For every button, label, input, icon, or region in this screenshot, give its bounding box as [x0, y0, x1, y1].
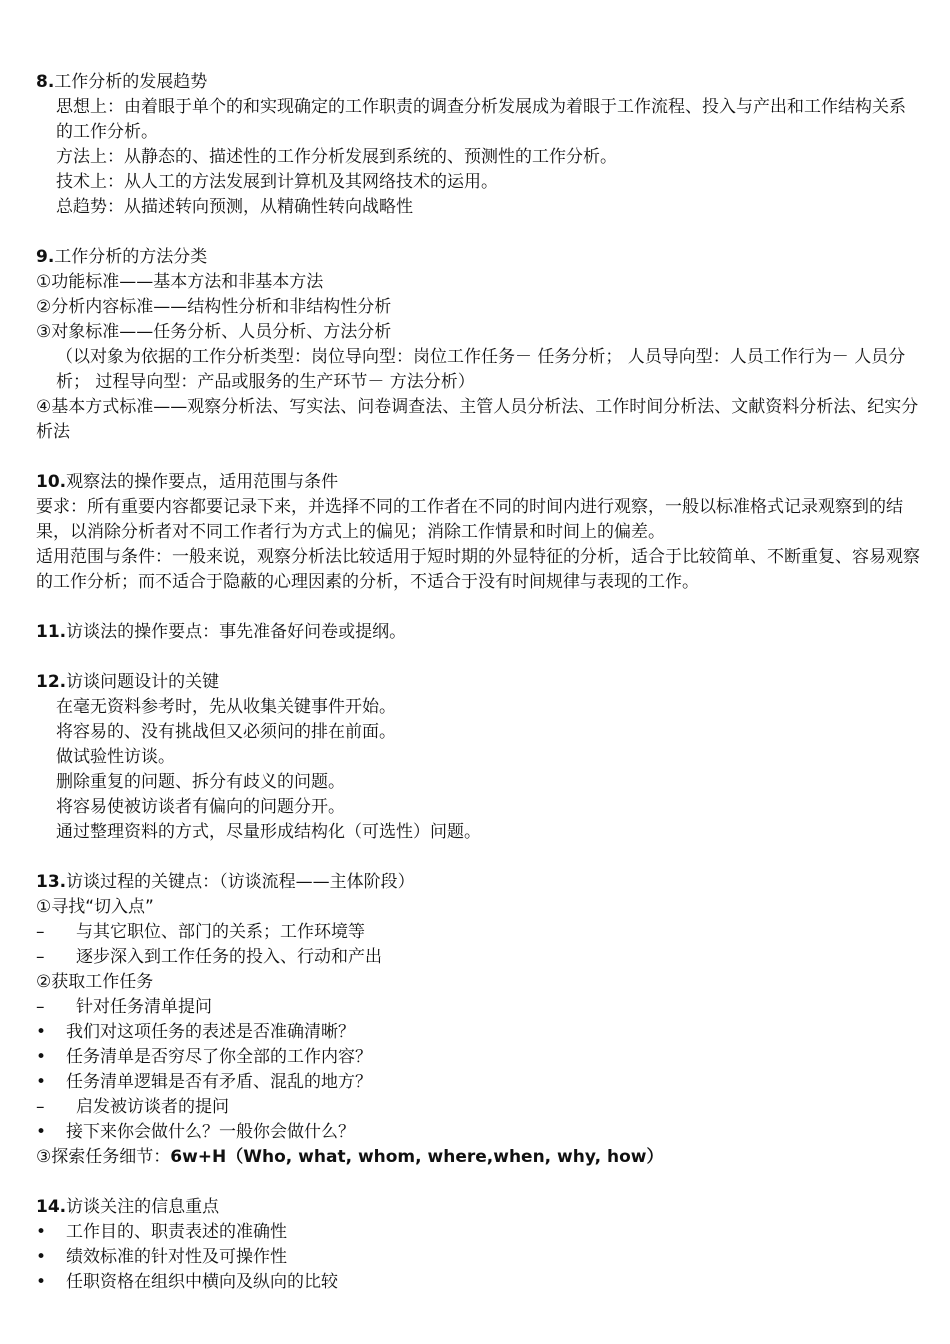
bullet-item	[36, 1020, 920, 1045]
bullet-item	[36, 1120, 920, 1145]
section-title: 访谈关注的信息重点	[66, 1197, 220, 1217]
section-11-heading	[36, 620, 920, 645]
section-number: 8.	[36, 72, 55, 92]
section-9-heading	[36, 245, 920, 270]
section-number: 13.	[36, 872, 67, 892]
bullet-item-text: 工作目的、职责表述的准确性	[66, 1222, 287, 1242]
paragraph: （以对象为依据的工作分析类型：岗位导向型：岗位工作任务－ 任务分析； 人员导向型：人员工作行为－ 人员分析； 过程导向型：产品或服务的生产环节－ 方法分析）	[56, 347, 906, 392]
paragraph: 适用范围与条件：一般来说，观察分析法比较适用于短时期的外显特征的分析，适合于比较简单、不断重复、容易观察的工作分析；而不适合于隐蔽的心理因素的分析，不适合于没有时间规律与表现的工作。	[36, 547, 920, 592]
bullet-item-text: 我们对这项任务的表述是否准确清晰？	[66, 1022, 355, 1042]
paragraph: 方法上：从静态的、描述性的工作分析发展到系统的、预测性的工作分析。	[56, 147, 617, 167]
list-item: ③对象标准——任务分析、人员分析、方法分析	[36, 322, 392, 342]
bullet-item-text: 任务清单是否穷尽了你全部的工作内容？	[66, 1047, 372, 1067]
spacer	[36, 220, 920, 245]
list-item: 将容易使被访谈者有偏向的问题分开。	[56, 797, 345, 817]
bullet-icon: •	[36, 1022, 47, 1042]
list-item: ①功能标准——基本方法和非基本方法	[36, 272, 324, 292]
section-title: 观察法的操作要点，适用范围与条件	[66, 472, 339, 492]
dash-item	[36, 920, 920, 945]
section-title: 工作分析的方法分类	[54, 247, 208, 267]
section-10-heading	[36, 470, 920, 495]
dash-item	[36, 995, 920, 1020]
bullet-icon: •	[36, 1222, 47, 1242]
dash-item-text: 针对任务清单提问	[76, 997, 212, 1017]
spacer	[36, 445, 920, 470]
list-item: 做试验性访谈。	[56, 747, 175, 767]
section-8-heading	[36, 70, 920, 95]
bullet-icon: •	[36, 1072, 47, 1092]
spacer	[36, 645, 920, 670]
bullet-item	[36, 1070, 920, 1095]
section-title: 访谈过程的关键点：（访谈流程——主体阶段）	[66, 872, 415, 892]
section-number: 9.	[36, 247, 55, 267]
paragraph: 总趋势：从描述转向预测，从精确性转向战略性	[56, 197, 413, 217]
bullet-item	[36, 1045, 920, 1070]
document-body	[36, 70, 920, 1295]
section-title: 访谈法的操作要点：事先准备好问卷或提纲。	[66, 622, 407, 642]
bullet-item-text: 接下来你会做什么？一般你会做什么？	[66, 1122, 355, 1142]
section-number: 11.	[36, 622, 67, 642]
section-14-heading	[36, 1195, 920, 1220]
dash-item	[36, 945, 920, 970]
list-item: 在毫无资料参考时，先从收集关键事件开始。	[56, 697, 396, 717]
subheading-prefix: ③探索任务细节：	[36, 1147, 171, 1167]
section-13-heading	[36, 870, 920, 895]
dash-marker: –	[36, 997, 45, 1017]
list-item: ④基本方式标准——观察分析法、写实法、问卷调查法、主管人员分析法、工作时间分析法、文献资料分析法、纪实分析法	[36, 397, 919, 442]
bullet-item-text: 绩效标准的针对性及可操作性	[66, 1247, 287, 1267]
paragraph: 思想上：由着眼于单个的和实现确定的工作职责的调查分析发展成为着眼于工作流程、投入与产出和工作结构关系的工作分析。	[56, 97, 906, 142]
section-number: 14.	[36, 1197, 67, 1217]
dash-marker: –	[36, 947, 45, 967]
paragraph: 技术上：从人工的方法发展到计算机及其网络技术的运用。	[56, 172, 498, 192]
bullet-icon: •	[36, 1122, 47, 1142]
section-title: 访谈问题设计的关键	[66, 672, 220, 692]
bullet-item-text: 任职资格在组织中横向及纵向的比较	[66, 1272, 338, 1292]
section-12-heading	[36, 670, 920, 695]
section-title: 工作分析的发展趋势	[54, 72, 208, 92]
list-item: 通过整理资料的方式，尽量形成结构化（可选性）问题。	[56, 822, 481, 842]
bullet-item	[36, 1220, 920, 1245]
dash-item-text: 逐步深入到工作任务的投入、行动和产出	[76, 947, 382, 967]
dash-marker: –	[36, 1097, 45, 1117]
section-number: 10.	[36, 472, 67, 492]
bullet-item-text: 任务清单逻辑是否有矛盾、混乱的地方？	[66, 1072, 372, 1092]
dash-item-text: 与其它职位、部门的关系；工作环境等	[76, 922, 365, 942]
spacer	[36, 595, 920, 620]
bullet-icon: •	[36, 1272, 47, 1292]
subheading-bold: 6w+H（Who, what, whom, where,when, why, how）	[170, 1147, 664, 1167]
list-item: 删除重复的问题、拆分有歧义的问题。	[56, 772, 345, 792]
bullet-item	[36, 1270, 920, 1295]
dash-marker: –	[36, 922, 45, 942]
subheading: ②获取工作任务	[36, 972, 154, 992]
section-number: 12.	[36, 672, 67, 692]
subheading: ①寻找“切入点”	[36, 897, 154, 917]
bullet-icon: •	[36, 1247, 47, 1267]
paragraph: 要求：所有重要内容都要记录下来，并选择不同的工作者在不同的时间内进行观察，一般以标准格式记录观察到的结果，以消除分析者对不同工作者行为方式上的偏见；消除工作情景和时间上的偏差。	[36, 497, 903, 542]
subheading	[36, 1145, 920, 1170]
dash-item	[36, 1095, 920, 1120]
bullet-item	[36, 1245, 920, 1270]
spacer	[36, 845, 920, 870]
dash-item-text: 启发被访谈者的提问	[76, 1097, 229, 1117]
list-item: ②分析内容标准——结构性分析和非结构性分析	[36, 297, 392, 317]
spacer	[36, 1170, 920, 1195]
list-item: 将容易的、没有挑战但又必须问的排在前面。	[56, 722, 396, 742]
bullet-icon: •	[36, 1047, 47, 1067]
